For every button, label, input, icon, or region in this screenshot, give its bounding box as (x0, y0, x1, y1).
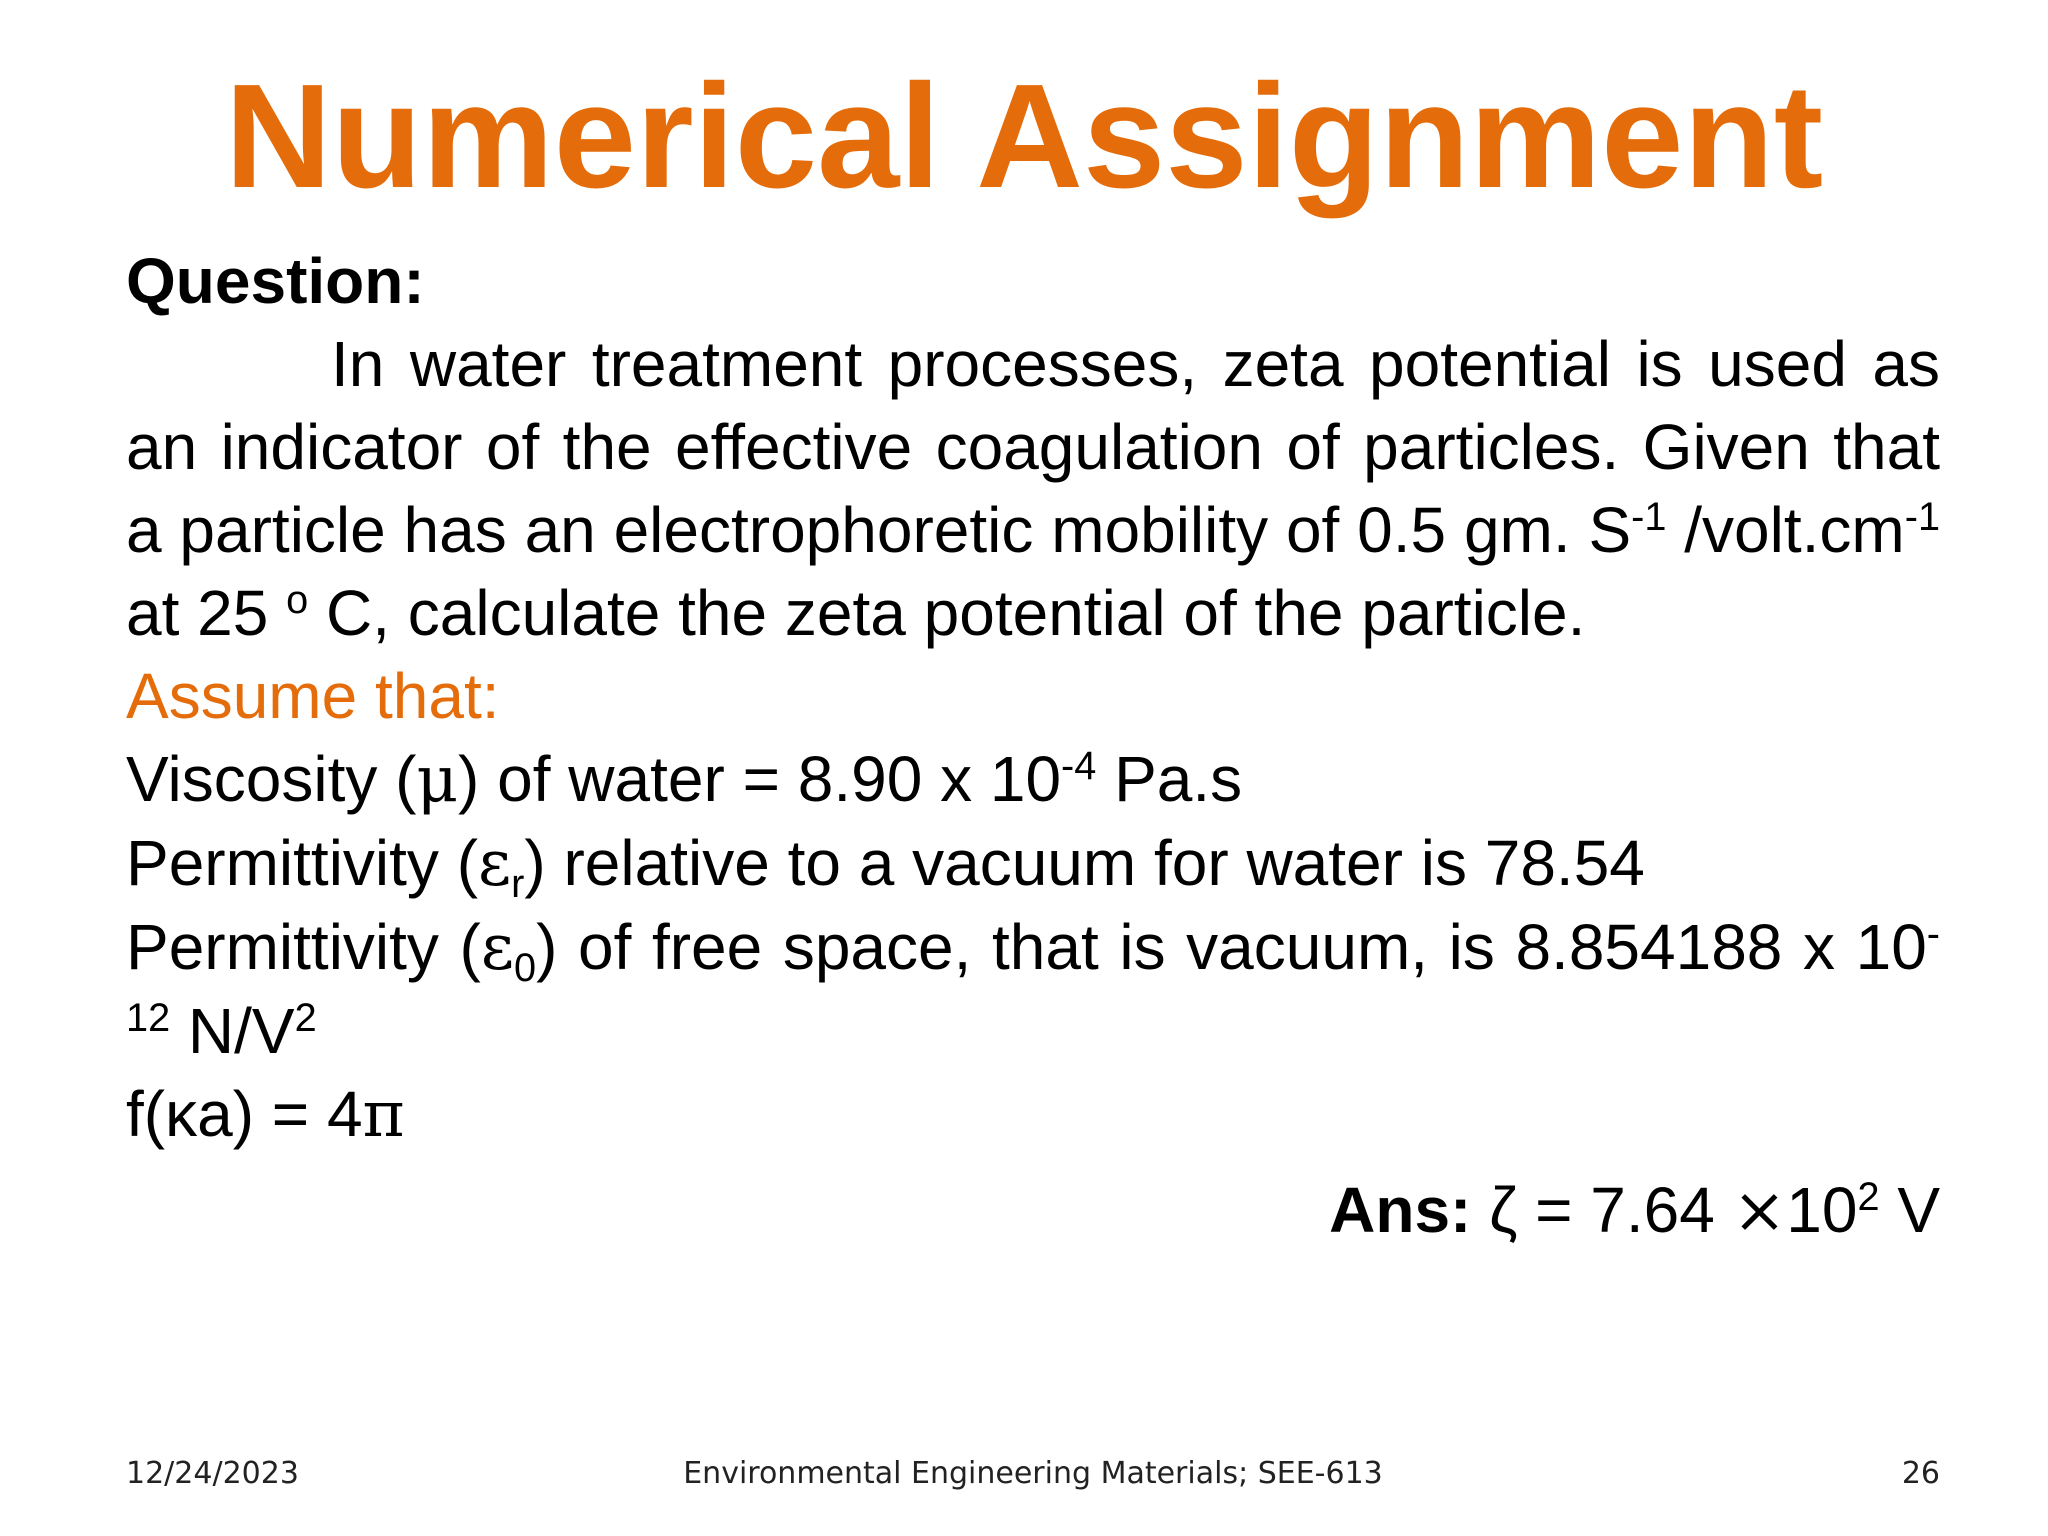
viscosity-line (126, 738, 1940, 822)
answer-label: Ans: (1329, 1174, 1472, 1246)
question-text-4: C, calculate the zeta potential of the particle. (308, 577, 1586, 649)
perm-0-text-a: Permittivity ( (126, 911, 481, 983)
answer-exponent: 2 (1857, 1175, 1880, 1220)
slide-content (126, 240, 1940, 1253)
degree-symbol: o (286, 578, 309, 623)
permittivity-free-space-line (126, 906, 1940, 1073)
footer-course: Environmental Engineering Materials; SEE-613 (683, 1456, 1383, 1491)
footer-date: 12/24/2023 (126, 1456, 299, 1491)
answer-text-b: 10 (1786, 1174, 1858, 1246)
fka-text: f(κa) = 4 (126, 1078, 363, 1150)
epsilon-subscript-r: r (511, 861, 525, 906)
answer-unit: V (1879, 1174, 1940, 1246)
epsilon-subscript-0: 0 (513, 945, 537, 990)
answer-text-a: ζ = 7.64 (1471, 1174, 1733, 1246)
exponent-s: -1 (1631, 495, 1667, 540)
question-text-1: In water treatment processes, zeta potential is used as an indicator of the effective coagulation of particles. Given that a particle has an electrophoretic mobility of 0.5 gm. S (126, 328, 1940, 566)
viscosity-exponent: -4 (1061, 744, 1097, 789)
perm-r-text-a: Permittivity ( (126, 827, 478, 899)
question-paragraph (126, 323, 1940, 655)
footer-page-number: 26 (1901, 1456, 1940, 1491)
perm-0-unit-exponent: 2 (294, 996, 317, 1041)
exponent-cm: -1 (1904, 495, 1941, 540)
times-symbol: × (1732, 1174, 1787, 1248)
question-text-2: /volt.cm (1666, 494, 1905, 566)
permittivity-relative-line (126, 822, 1940, 906)
question-text-3: at 25 (126, 577, 287, 649)
question-label: Question: (126, 245, 425, 317)
epsilon-symbol: ε (480, 911, 514, 985)
fka-line (126, 1073, 1940, 1157)
perm-r-text-b: ) relative to a vacuum for water is 78.54 (524, 827, 1645, 899)
perm-0-unit: N/V (170, 995, 295, 1067)
viscosity-text-a: Viscosity ( (126, 743, 417, 815)
mu-symbol: μ (416, 743, 459, 817)
assume-label: Assume that: (126, 660, 500, 732)
perm-0-exponent: -12 (126, 912, 1941, 1041)
viscosity-unit: Pa.s (1096, 743, 1243, 815)
slide-title: Numerical Assignment (224, 54, 1824, 219)
epsilon-symbol: ε (478, 827, 512, 901)
slide-footer (126, 1456, 1940, 1506)
pi-symbol: π (362, 1078, 405, 1152)
answer-line (126, 1169, 1940, 1253)
perm-0-text-b: ) of free space, that is vacuum, is 8.854188 x 10 (536, 911, 1927, 983)
viscosity-text-b: ) of water = 8.90 x 10 (458, 743, 1062, 815)
